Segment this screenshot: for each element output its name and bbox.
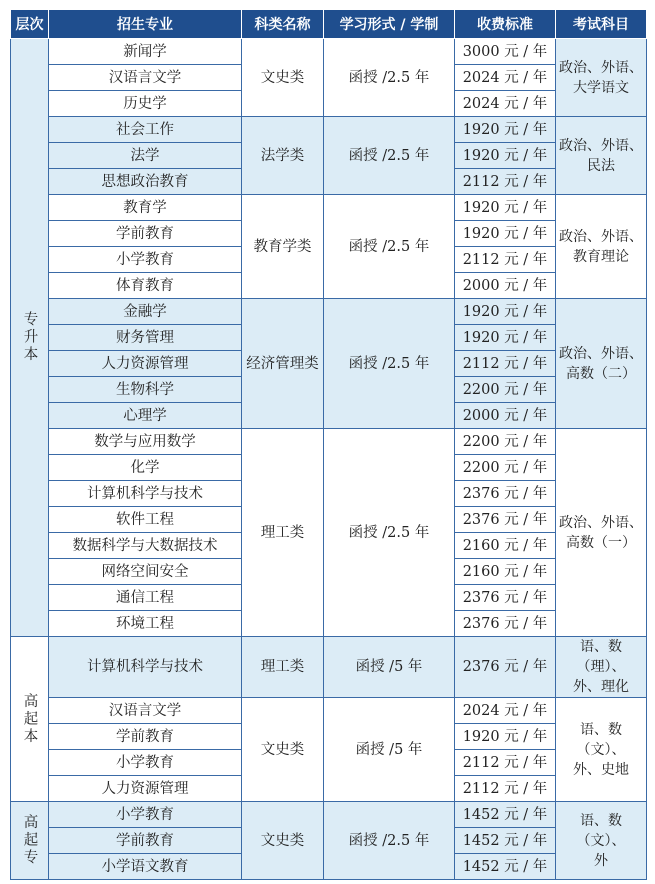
subject-line: 大学语文	[573, 79, 629, 96]
fee-cell: 1920 元 / 年	[455, 117, 556, 143]
major-cell: 学前教育	[49, 828, 242, 854]
category-cell: 文史类	[242, 698, 324, 802]
header-major: 招生专业	[49, 10, 242, 39]
fee-cell: 3000 元 / 年	[455, 39, 556, 65]
subject-cell	[556, 39, 647, 117]
major-cell: 生物科学	[49, 377, 242, 403]
subject-cell	[556, 429, 647, 637]
table-row	[11, 802, 647, 828]
header-category: 科类名称	[242, 10, 324, 39]
subject-cell	[556, 195, 647, 299]
table-row	[11, 698, 647, 724]
major-cell: 化学	[49, 455, 242, 481]
major-cell: 体育教育	[49, 273, 242, 299]
subject-cell	[556, 698, 647, 802]
fee-cell: 1920 元 / 年	[455, 195, 556, 221]
fee-cell: 2112 元 / 年	[455, 169, 556, 195]
fee-cell: 2112 元 / 年	[455, 247, 556, 273]
major-cell: 历史学	[49, 91, 242, 117]
category-cell: 文史类	[242, 802, 324, 880]
fee-cell: 1452 元 / 年	[455, 854, 556, 880]
subject-line: 民法	[587, 157, 615, 174]
fee-cell: 2024 元 / 年	[455, 65, 556, 91]
subject-line: 政治、外语、	[559, 345, 643, 362]
subject-line: 高数（二）	[566, 365, 636, 382]
fee-cell: 2200 元 / 年	[455, 377, 556, 403]
major-cell: 数学与应用数学	[49, 429, 242, 455]
fee-cell: 2112 元 / 年	[455, 750, 556, 776]
major-cell: 金融学	[49, 299, 242, 325]
major-cell: 人力资源管理	[49, 776, 242, 802]
major-cell: 心理学	[49, 403, 242, 429]
major-cell: 教育学	[49, 195, 242, 221]
level-cell: 高起专	[11, 802, 49, 880]
subject-line: 政治、外语、	[559, 228, 643, 245]
table-row	[11, 429, 647, 455]
major-cell: 通信工程	[49, 585, 242, 611]
fee-cell: 1452 元 / 年	[455, 802, 556, 828]
fee-cell: 1920 元 / 年	[455, 724, 556, 750]
subject-line: 高数（一）	[566, 534, 636, 551]
major-cell: 社会工作	[49, 117, 242, 143]
category-cell: 理工类	[242, 429, 324, 637]
table-row	[11, 299, 647, 325]
fee-cell: 2000 元 / 年	[455, 273, 556, 299]
level-cell: 专升本	[11, 39, 49, 637]
subject-cell	[556, 299, 647, 429]
major-cell: 汉语言文学	[49, 698, 242, 724]
major-cell: 汉语言文学	[49, 65, 242, 91]
fee-cell: 1452 元 / 年	[455, 828, 556, 854]
subject-line: 语、数（文）、	[576, 812, 626, 849]
major-cell: 法学	[49, 143, 242, 169]
major-cell: 网络空间安全	[49, 559, 242, 585]
major-cell: 环境工程	[49, 611, 242, 637]
subject-cell	[556, 802, 647, 880]
subject-line: 政治、外语、	[559, 59, 643, 76]
subject-line: 外、理化	[573, 679, 629, 695]
subject-line: 外	[594, 852, 608, 869]
major-cell: 小学教育	[49, 247, 242, 273]
fee-cell: 2112 元 / 年	[455, 351, 556, 377]
fee-cell: 2376 元 / 年	[455, 481, 556, 507]
fee-cell: 1920 元 / 年	[455, 325, 556, 351]
category-cell: 理工类	[242, 637, 324, 698]
fee-cell: 2376 元 / 年	[455, 611, 556, 637]
form-cell: 函授 /2.5 年	[324, 39, 455, 117]
category-cell: 经济管理类	[242, 299, 324, 429]
fee-cell: 2160 元 / 年	[455, 533, 556, 559]
header-level: 层次	[11, 10, 49, 39]
form-cell: 函授 /2.5 年	[324, 117, 455, 195]
major-cell: 学前教育	[49, 724, 242, 750]
fee-cell: 2376 元 / 年	[455, 637, 556, 698]
subject-cell	[556, 117, 647, 195]
subject-line: 语、数（理）、	[576, 639, 626, 675]
fee-cell: 2112 元 / 年	[455, 776, 556, 802]
major-cell: 小学语文教育	[49, 854, 242, 880]
major-cell: 学前教育	[49, 221, 242, 247]
header-form: 学习形式 / 学制	[324, 10, 455, 39]
form-cell: 函授 /2.5 年	[324, 299, 455, 429]
fee-cell: 2376 元 / 年	[455, 585, 556, 611]
major-cell: 数据科学与大数据技术	[49, 533, 242, 559]
table-row	[11, 117, 647, 143]
subject-line: 政治、外语、	[559, 514, 643, 531]
fee-cell: 1920 元 / 年	[455, 299, 556, 325]
major-cell: 新闻学	[49, 39, 242, 65]
major-cell: 人力资源管理	[49, 351, 242, 377]
table-row	[11, 39, 647, 65]
major-cell: 财务管理	[49, 325, 242, 351]
major-cell: 思想政治教育	[49, 169, 242, 195]
form-cell: 函授 /2.5 年	[324, 195, 455, 299]
major-cell: 计算机科学与技术	[49, 637, 242, 698]
form-cell: 函授 /2.5 年	[324, 802, 455, 880]
fee-cell: 2160 元 / 年	[455, 559, 556, 585]
major-cell: 小学教育	[49, 802, 242, 828]
fee-cell: 2000 元 / 年	[455, 403, 556, 429]
category-cell: 文史类	[242, 39, 324, 117]
fee-cell: 2024 元 / 年	[455, 698, 556, 724]
fee-cell: 2024 元 / 年	[455, 91, 556, 117]
subject-line: 语、数（文）、	[576, 721, 626, 758]
subject-line: 外、史地	[573, 761, 629, 778]
level-cell: 高起本	[11, 637, 49, 802]
header-fee: 收费标准	[455, 10, 556, 39]
subject-line: 政治、外语、	[559, 137, 643, 154]
major-cell: 软件工程	[49, 507, 242, 533]
fee-cell: 1920 元 / 年	[455, 221, 556, 247]
fee-cell: 1920 元 / 年	[455, 143, 556, 169]
form-cell: 函授 /5 年	[324, 637, 455, 698]
admission-table	[10, 9, 647, 880]
category-cell: 法学类	[242, 117, 324, 195]
subject-cell	[556, 637, 647, 698]
major-cell: 小学教育	[49, 750, 242, 776]
category-cell: 教育学类	[242, 195, 324, 299]
fee-cell: 2376 元 / 年	[455, 507, 556, 533]
table-row	[11, 195, 647, 221]
fee-cell: 2200 元 / 年	[455, 429, 556, 455]
fee-cell: 2200 元 / 年	[455, 455, 556, 481]
table-header	[11, 10, 647, 39]
header-subjects: 考试科目	[556, 10, 647, 39]
form-cell: 函授 /2.5 年	[324, 429, 455, 637]
subject-line: 教育理论	[573, 248, 629, 265]
table-row	[11, 637, 647, 698]
major-cell: 计算机科学与技术	[49, 481, 242, 507]
form-cell: 函授 /5 年	[324, 698, 455, 802]
